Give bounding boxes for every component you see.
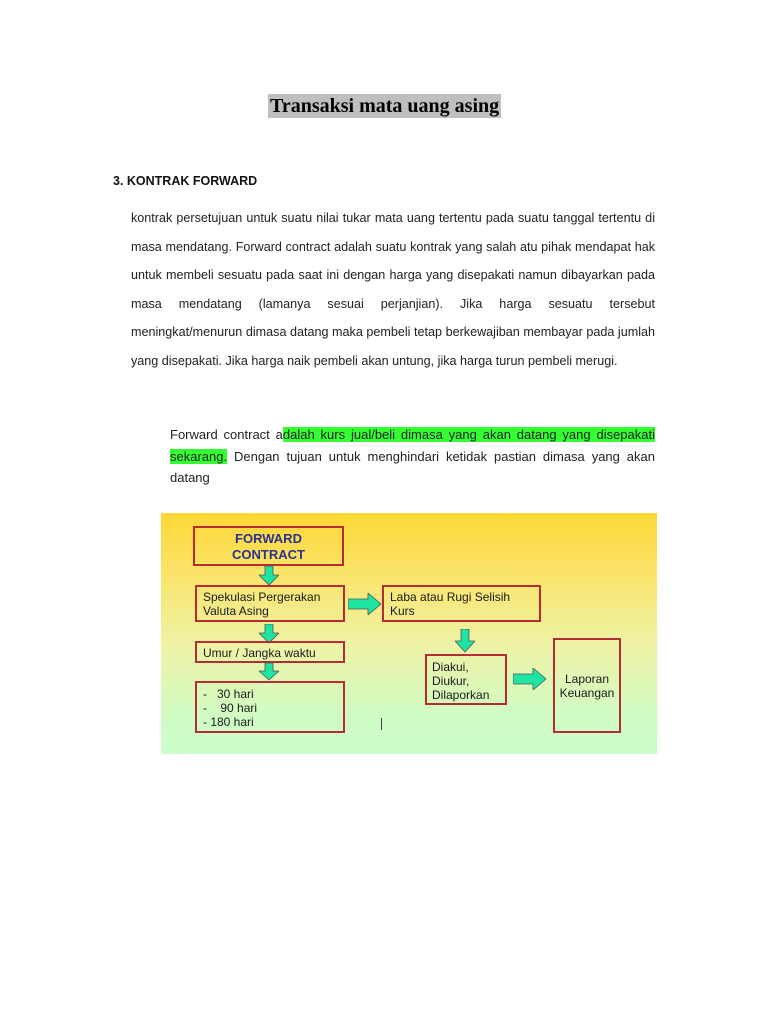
laporan-text xyxy=(560,672,615,700)
umur-box: Umur / Jangka waktu xyxy=(195,641,345,663)
forward-contract-diagram xyxy=(161,513,657,754)
duration-list-box xyxy=(195,681,345,733)
arrow-right-icon xyxy=(348,593,382,615)
document-title: Transaksi mata uang asing xyxy=(270,95,500,117)
spekulasi-box xyxy=(195,585,345,622)
paragraph-definition: kontrak persetujuan untuk suatu nilai tukar mata uang tertentu pada suatu tanggal tertentu di masa mendatang. Forward contract adalah suatu kontrak yang salah atu pihak mendapat hak untuk membeli sesuatu pada saat ini dengan harga yang disepakati namun dibayarkan pada masa mendatang (lamanya sesuai perjanjian). Jika harga sesuatu tersebut meningkat/menurun dimasa datang maka pembeli tetap berkewajiban membayar pada jumlah yang disepakati. Jika harga naik pembeli akan untung, jika harga turun pembeli merugi. xyxy=(131,211,655,368)
forward-contract-line-1: FORWARD xyxy=(235,531,302,546)
duration-item: - 90 hari xyxy=(203,701,258,715)
spekulasi-line-1: Spekulasi Pergerakan xyxy=(203,590,321,604)
arrow-down-icon xyxy=(259,663,279,681)
paragraph-text-end: Dengan tujuan untuk menghindari ketidak pastian dimasa yang akan datang xyxy=(170,448,655,485)
arrow-down-icon xyxy=(259,566,279,586)
section-heading: 3. KONTRAK FORWARD xyxy=(113,174,258,188)
forward-contract-box xyxy=(193,526,344,566)
arrow-down-icon xyxy=(455,629,475,653)
duration-item: - 30 hari xyxy=(203,687,254,701)
diakui-line-3: Dilaporkan xyxy=(432,688,490,702)
diakui-line-2: Diukur, xyxy=(432,674,470,688)
laba-rugi-line-1: Laba atau Rugi Selisih xyxy=(390,590,511,604)
forward-contract-line-2: CONTRACT xyxy=(232,547,305,562)
laporan-line-1: Laporan xyxy=(564,671,610,686)
laba-rugi-box xyxy=(382,585,541,622)
duration-item: - 180 hari xyxy=(203,715,254,729)
arrow-right-icon xyxy=(513,668,547,690)
diakui-box xyxy=(425,654,507,705)
laporan-line-2: Keuangan xyxy=(559,685,615,700)
highlighted-text: dalah kurs jual/beli dimasa yang akan datang yang disepakati sekarang. xyxy=(170,427,655,464)
laporan-keuangan-box xyxy=(553,638,621,733)
spekulasi-line-2: Valuta Asing xyxy=(203,604,269,618)
paragraph-forward-contract xyxy=(170,424,655,489)
laba-rugi-line-2: Kurs xyxy=(390,604,415,618)
paragraph-text-start: Forward contract a xyxy=(170,427,283,442)
cursor-mark xyxy=(381,718,382,730)
diakui-line-1: Diakui, xyxy=(432,660,469,674)
